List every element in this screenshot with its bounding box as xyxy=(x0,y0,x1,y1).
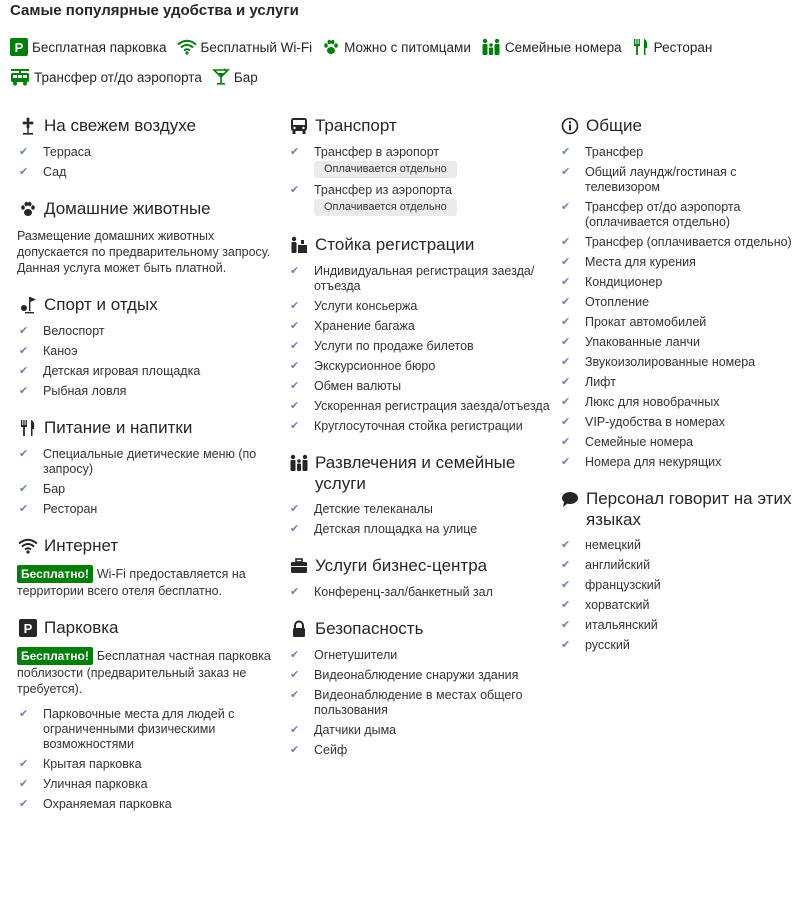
list-item: ✔ Детская площадка на улице xyxy=(290,522,478,536)
check-icon: ✔ xyxy=(290,184,300,196)
list-item: ✔ Индивидуальная регистрация заезда/отъезда xyxy=(290,264,535,293)
check-icon: ✔ xyxy=(290,360,300,372)
paid-tag: Оплачивается отдельно xyxy=(314,199,457,216)
popular-item-label: Можно с питомцами xyxy=(344,39,471,55)
list-item: ✔ Терраса xyxy=(19,145,91,159)
check-icon: ✔ xyxy=(19,758,29,770)
check-icon: ✔ xyxy=(19,778,29,790)
section-sport xyxy=(17,292,279,399)
list-item: ✔ Экскурсионное бюро xyxy=(290,359,436,373)
list-item: ✔ Трансфер xyxy=(561,145,644,159)
page-title: Самые популярные удобства и услуги xyxy=(10,2,299,19)
bus-icon xyxy=(288,115,310,137)
check-icon: ✔ xyxy=(290,340,300,352)
check-icon: ✔ xyxy=(19,345,29,357)
wifi-icon xyxy=(177,39,197,55)
list-item: ✔ французский xyxy=(561,578,661,592)
golf-icon xyxy=(17,294,39,316)
list-item: ✔ русский xyxy=(561,638,630,652)
popular-item-label: Бар xyxy=(233,69,258,85)
list-item: ✔ Детская игровая площадка xyxy=(19,364,201,378)
list-item: ✔ Детские телеканалы xyxy=(290,502,433,516)
check-icon: ✔ xyxy=(290,523,300,535)
section-title: Персонал говорит на этих языках xyxy=(586,489,792,529)
check-icon: ✔ xyxy=(19,798,29,810)
section-title: Домашние животные xyxy=(44,199,211,218)
internet-description: Бесплатно! Wi-Fi предоставляется на территории всего отеля бесплатно. xyxy=(17,567,246,598)
check-icon: ✔ xyxy=(561,396,571,408)
section-title: Парковка xyxy=(44,618,119,637)
section-title: Услуги бизнес-центра xyxy=(315,556,488,575)
check-icon: ✔ xyxy=(561,146,571,158)
reception-icon xyxy=(288,234,310,256)
list-item: ✔ Семейные номера xyxy=(561,435,694,449)
section-title: Развлечения и семейные услуги xyxy=(315,453,516,493)
facilities-column-3 xyxy=(559,113,799,669)
check-icon: ✔ xyxy=(561,201,571,213)
section-reception xyxy=(288,232,550,434)
list-item: ✔ Уличная парковка xyxy=(19,777,148,791)
shuttle-icon xyxy=(10,68,30,86)
wifi-icon xyxy=(17,535,39,557)
free-badge: Бесплатно! xyxy=(17,647,93,665)
paid-tag: Оплачивается отдельно xyxy=(314,161,457,178)
list-item: ✔ Места для курения xyxy=(561,255,696,269)
list-item: ✔ итальянский xyxy=(561,618,658,632)
check-icon: ✔ xyxy=(561,559,571,571)
check-icon: ✔ xyxy=(561,436,571,448)
check-icon: ✔ xyxy=(561,579,571,591)
list-item: ✔ Отопление xyxy=(561,295,650,309)
check-icon: ✔ xyxy=(290,689,300,701)
section-title: На свежем воздухе xyxy=(44,116,197,135)
popular-item-label: Бесплатный Wi-Fi xyxy=(200,39,313,55)
section-transport xyxy=(288,113,550,216)
section-title: Общие xyxy=(586,116,642,135)
check-icon: ✔ xyxy=(561,166,571,178)
check-icon: ✔ xyxy=(561,376,571,388)
check-icon: ✔ xyxy=(561,416,571,428)
section-parking xyxy=(17,615,279,812)
list-item: ✔ Упакованные ланчи xyxy=(561,335,700,349)
check-icon: ✔ xyxy=(561,316,571,328)
check-icon: ✔ xyxy=(561,336,571,348)
section-title: Питание и напитки xyxy=(44,418,193,437)
info-icon xyxy=(559,115,581,137)
section-entertainment xyxy=(288,450,550,537)
list-item: ✔ Обмен валюты xyxy=(290,379,402,393)
list-item: ✔ Люкс для новобрачных xyxy=(561,395,720,409)
facilities-column-1 xyxy=(17,113,279,828)
section-title: Безопасность xyxy=(315,619,424,638)
list-item: ✔ Кондиционер xyxy=(561,275,663,289)
check-icon: ✔ xyxy=(290,669,300,681)
list-item: ✔ Датчики дыма xyxy=(290,723,397,737)
list-item: ✔ Специальные диетические меню (по запросу) xyxy=(19,447,257,476)
check-icon: ✔ xyxy=(561,599,571,611)
list-item: ✔ Общий лаундж/гостиная с телевизором xyxy=(561,165,737,194)
check-icon: ✔ xyxy=(290,586,300,598)
check-icon: ✔ xyxy=(290,300,300,312)
parking-icon xyxy=(17,617,39,639)
list-item: ✔ английский xyxy=(561,558,651,572)
check-icon: ✔ xyxy=(561,356,571,368)
section-pets xyxy=(17,196,279,276)
svg-text:P: P xyxy=(14,40,24,55)
list-item: ✔ Охраняемая парковка xyxy=(19,797,172,811)
free-badge: Бесплатно! xyxy=(17,565,93,583)
list-item: ✔ Услуги по продаже билетов xyxy=(290,339,474,353)
section-title: Интернет xyxy=(44,536,119,555)
svg-text:P: P xyxy=(23,621,33,636)
list-item: ✔ Ускоренная регистрация заезда/отъезда xyxy=(290,399,550,413)
section-title: Стойка регистрации xyxy=(315,235,475,254)
list-item: ✔ Трансфер из аэропорта Оплачивается отдельно xyxy=(288,183,550,216)
section-outdoors xyxy=(17,113,279,180)
check-icon: ✔ xyxy=(561,619,571,631)
list-item: ✔ Каноэ xyxy=(19,344,78,358)
speech-bubble-icon xyxy=(559,488,581,510)
list-item: ✔ Рыбная ловля xyxy=(19,384,127,398)
list-item: ✔ Номера для некурящих xyxy=(561,455,722,469)
section-general xyxy=(559,113,799,470)
check-icon: ✔ xyxy=(290,649,300,661)
check-icon: ✔ xyxy=(561,276,571,288)
check-icon: ✔ xyxy=(561,256,571,268)
bar-icon xyxy=(212,68,230,86)
check-icon: ✔ xyxy=(290,320,300,332)
popular-item-bar xyxy=(212,68,258,86)
pets-description: Размещение домашних животных допускается по предварительному запросу. Данная услуга может быть платной. xyxy=(17,229,271,275)
section-title: Спорт и отдых xyxy=(44,295,158,314)
list-item: ✔ хорватский xyxy=(561,598,650,612)
popular-item-label: Трансфер от/до аэропорта xyxy=(34,69,202,85)
popular-item-restaurant xyxy=(632,38,713,56)
list-item: ✔ Трансфер от/до аэропорта (оплачивается отдельно) xyxy=(561,200,741,229)
popular-item-pets xyxy=(322,38,471,56)
list-item: ✔ Хранение багажа xyxy=(290,319,415,333)
check-icon: ✔ xyxy=(290,146,300,158)
check-icon: ✔ xyxy=(290,265,300,277)
list-item: ✔ Трансфер (оплачивается отдельно) xyxy=(561,235,792,249)
check-icon: ✔ xyxy=(19,385,29,397)
list-item: ✔ Трансфер в аэропорт Оплачивается отдельно xyxy=(288,145,550,178)
list-item: ✔ Парковочные места для людей с ограниченными физическими возможностями xyxy=(19,707,235,751)
paw-icon xyxy=(17,198,39,220)
list-item: ✔ Ресторан xyxy=(19,502,98,516)
flower-icon xyxy=(17,115,39,137)
list-item: ✔ Видеонаблюдение снаружи здания xyxy=(290,668,519,682)
popular-item-label: Ресторан xyxy=(653,39,713,55)
list-item: ✔ немецкий xyxy=(561,538,641,552)
check-icon: ✔ xyxy=(19,365,29,377)
check-icon: ✔ xyxy=(561,296,571,308)
family-icon xyxy=(288,452,310,474)
list-item: ✔ Конференц-зал/банкетный зал xyxy=(290,585,493,599)
check-icon: ✔ xyxy=(290,503,300,515)
check-icon: ✔ xyxy=(290,380,300,392)
check-icon: ✔ xyxy=(19,448,29,460)
parking-icon xyxy=(10,38,28,56)
popular-item-shuttle xyxy=(10,68,202,86)
section-safety xyxy=(288,616,550,758)
check-icon: ✔ xyxy=(561,456,571,468)
check-icon: ✔ xyxy=(19,325,29,337)
briefcase-icon xyxy=(288,555,310,577)
list-item: ✔ Огнетушители xyxy=(290,648,398,662)
section-title: Транспорт xyxy=(315,116,397,135)
restaurant-icon xyxy=(17,417,39,439)
restaurant-icon xyxy=(632,38,650,56)
check-icon: ✔ xyxy=(19,483,29,495)
check-icon: ✔ xyxy=(290,724,300,736)
popular-item-label: Семейные номера xyxy=(504,39,622,55)
facilities-column-2 xyxy=(288,113,550,774)
list-item: ✔ Круглосуточная стойка регистрации xyxy=(290,419,523,433)
list-item: ✔ Бар xyxy=(19,482,66,496)
section-business xyxy=(288,553,550,600)
check-icon: ✔ xyxy=(19,708,29,720)
list-item: ✔ Звукоизолированные номера xyxy=(561,355,756,369)
popular-item-family xyxy=(481,38,622,56)
check-icon: ✔ xyxy=(290,420,300,432)
lock-icon xyxy=(288,618,310,640)
list-item: ✔ Лифт xyxy=(561,375,616,389)
list-item: ✔ Прокат автомобилей xyxy=(561,315,707,329)
family-icon xyxy=(481,38,501,56)
section-internet xyxy=(17,533,279,599)
popular-facilities xyxy=(10,38,790,86)
check-icon: ✔ xyxy=(290,744,300,756)
check-icon: ✔ xyxy=(290,400,300,412)
section-food xyxy=(17,415,279,517)
list-item: ✔ VIP-удобства в номерах xyxy=(561,415,725,429)
parking-description: Бесплатно! Бесплатная частная парковка поблизости (предварительный заказ не требуется). xyxy=(17,649,271,696)
list-item: ✔ Сад xyxy=(19,165,67,179)
list-item: ✔ Услуги консьержа xyxy=(290,299,418,313)
paw-icon xyxy=(322,38,340,56)
list-item: ✔ Видеонаблюдение в местах общего пользования xyxy=(290,688,523,717)
check-icon: ✔ xyxy=(561,539,571,551)
check-icon: ✔ xyxy=(19,146,29,158)
popular-item-parking xyxy=(10,38,167,56)
check-icon: ✔ xyxy=(19,503,29,515)
section-languages xyxy=(559,486,799,653)
popular-item-label: Бесплатная парковка xyxy=(32,39,167,55)
check-icon: ✔ xyxy=(19,166,29,178)
list-item: ✔ Сейф xyxy=(290,743,348,757)
popular-item-wifi xyxy=(177,38,313,56)
check-icon: ✔ xyxy=(561,236,571,248)
check-icon: ✔ xyxy=(561,639,571,651)
list-item: ✔ Крытая парковка xyxy=(19,757,142,771)
list-item: ✔ Велоспорт xyxy=(19,324,105,338)
